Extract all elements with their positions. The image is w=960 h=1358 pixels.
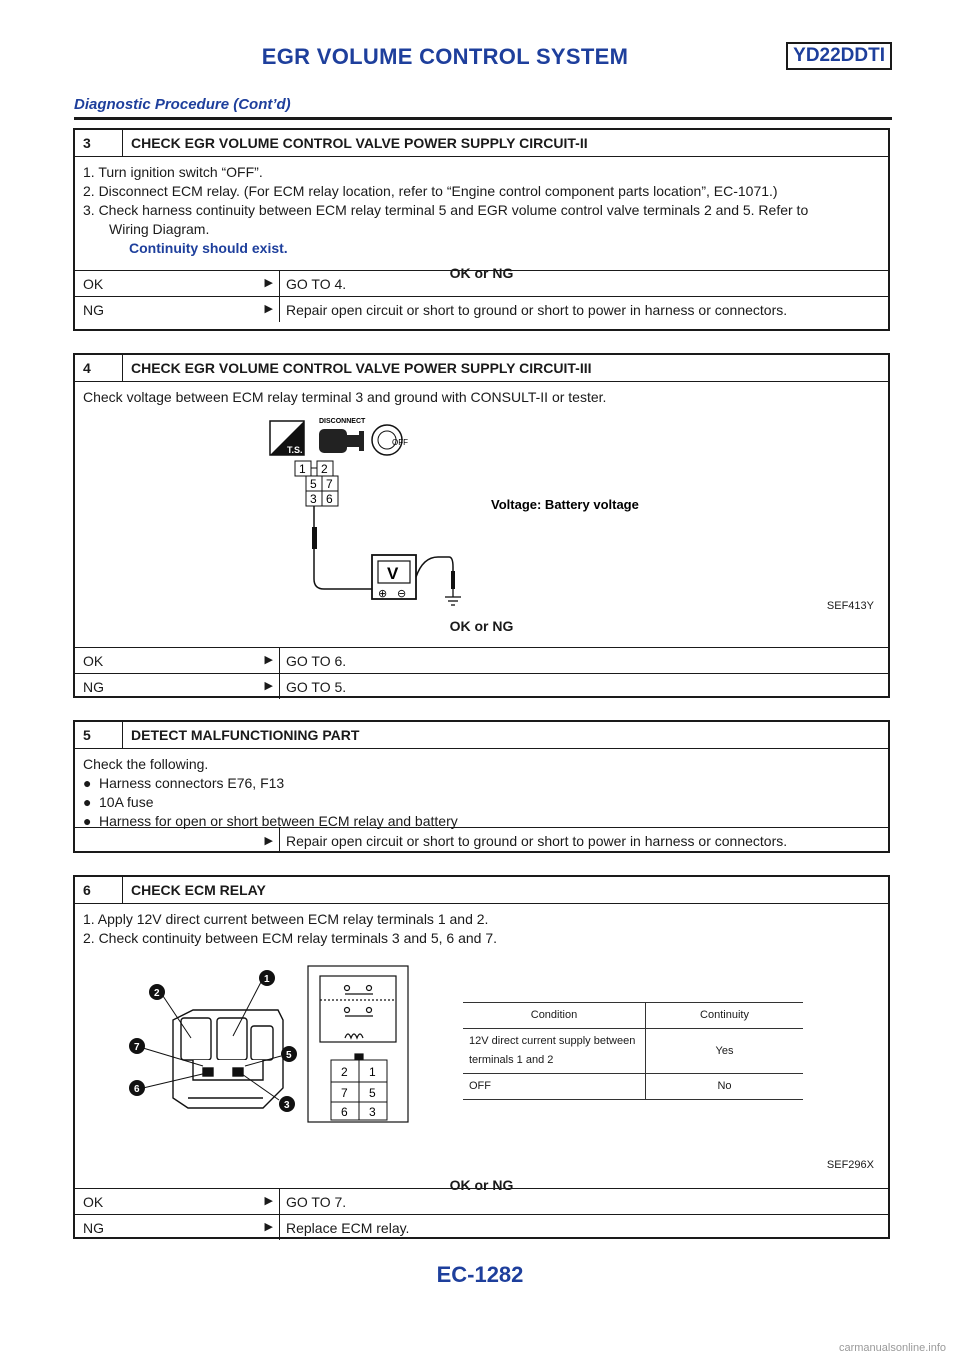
- section-title: EGR VOLUME CONTROL SYSTEM: [261, 44, 629, 69]
- bullet-icon: ●: [83, 775, 92, 791]
- result-action: GO TO 5.: [279, 674, 346, 699]
- probe-wire: [314, 549, 373, 589]
- step-3-box: [73, 128, 890, 331]
- figure-code: SEF413Y: [826, 600, 874, 612]
- ignition-off-icon: [372, 425, 408, 455]
- step-5-box: [73, 720, 890, 853]
- table-cell: No: [646, 1074, 804, 1100]
- step-title: DETECT MALFUNCTIONING PART: [131, 727, 360, 743]
- table-header-row: [463, 1003, 803, 1029]
- svg-text:1: 1: [299, 462, 306, 476]
- instruction-line: Check the following.: [83, 756, 209, 772]
- instruction-line: Check voltage between ECM relay terminal 3 and ground with CONSULT-II or tester.: [83, 389, 607, 405]
- relay-terminal-grid: [295, 461, 338, 506]
- svg-text:OFF: OFF: [392, 438, 408, 447]
- continuity-table: [463, 1002, 803, 1100]
- instruction-line: 1. Turn ignition switch “OFF”.: [83, 164, 263, 180]
- svg-text:5: 5: [310, 477, 317, 491]
- section-subtitle: Diagnostic Procedure (Cont’d): [74, 96, 291, 113]
- ok-or-ng-label: OK or NG: [449, 618, 514, 634]
- voltage-spec: Voltage: Battery voltage: [491, 497, 639, 512]
- result-label: NG: [83, 301, 104, 318]
- svg-text:7: 7: [326, 477, 333, 491]
- arrow-right-icon: ▶: [264, 302, 273, 315]
- result-row-ng: [75, 296, 888, 322]
- list-item: ● 10A fuse: [83, 794, 154, 810]
- result-row-ng: [75, 673, 888, 699]
- table-row: [463, 1074, 803, 1100]
- voltage-diagram: [83, 407, 883, 611]
- svg-text:3: 3: [284, 1100, 290, 1111]
- figure-code: SEF296X: [826, 1159, 874, 1171]
- svg-text:1: 1: [264, 974, 270, 985]
- arrow-right-icon: ▶: [264, 835, 273, 847]
- step-4-body: [75, 382, 888, 647]
- list-item: ● Harness for open or short between ECM relay and battery: [83, 813, 458, 829]
- result-action: Repair open circuit or short to ground or short to power in harness or connectors.: [279, 828, 787, 853]
- ecm-relay-drawing: [173, 1010, 283, 1108]
- step-6-body: [75, 904, 888, 1193]
- table-cell: Yes: [646, 1029, 804, 1074]
- result-action: Repair open circuit or short to ground or short to power in harness or connectors.: [279, 297, 787, 322]
- svg-text:3: 3: [310, 492, 317, 506]
- svg-text:6: 6: [341, 1105, 348, 1119]
- step-number: 5: [75, 722, 123, 748]
- spec-text: Continuity should exist.: [129, 240, 288, 256]
- result-action: GO TO 7.: [279, 1189, 346, 1214]
- voltmeter-icon: [372, 555, 416, 600]
- step-title: CHECK ECM RELAY: [131, 882, 266, 898]
- svg-text:6: 6: [134, 1084, 140, 1095]
- table-row: [463, 1029, 803, 1074]
- instruction-line: 1. Apply 12V direct current between ECM relay terminals 1 and 2.: [83, 911, 489, 927]
- svg-text:DISCONNECT: DISCONNECT: [319, 418, 366, 425]
- step-title: CHECK EGR VOLUME CONTROL VALVE POWER SUPPLY CIRCUIT-III: [131, 360, 592, 376]
- result-label: NG: [83, 1219, 104, 1236]
- arrow-right-icon: ▶: [264, 653, 273, 666]
- svg-text:1: 1: [369, 1065, 376, 1079]
- header-divider: [74, 117, 892, 120]
- bullet-icon: ●: [83, 794, 92, 810]
- svg-text:2: 2: [321, 462, 328, 476]
- step-3-header: [75, 130, 888, 157]
- step-number: 3: [75, 130, 123, 156]
- page-header: [74, 40, 892, 120]
- svg-text:2: 2: [341, 1065, 348, 1079]
- voltage-check-figure: [83, 407, 880, 611]
- svg-text:5: 5: [286, 1050, 292, 1061]
- ground-wire: [416, 557, 453, 577]
- svg-text:5: 5: [369, 1086, 376, 1100]
- arrow-right-icon: ▶: [264, 679, 273, 692]
- result-row-ng: [75, 1214, 888, 1240]
- page-number: EC-1282: [436, 1262, 524, 1287]
- result-label: NG: [83, 678, 104, 695]
- connector-icon: [319, 418, 366, 453]
- result-label: OK: [83, 1193, 104, 1210]
- table-header: Condition: [463, 1003, 646, 1029]
- watermark: carmanualsonline.info: [838, 1342, 946, 1354]
- svg-text:⊕: ⊕: [378, 587, 388, 600]
- step-5-body: [75, 749, 888, 827]
- svg-text:T.S.: T.S.: [287, 445, 303, 455]
- table-cell: 12V direct current supply between terminals 1 and 2: [463, 1029, 646, 1074]
- step-4-header: [75, 355, 888, 382]
- step-number: 6: [75, 877, 123, 903]
- step-6-header: [75, 877, 888, 904]
- result-action: GO TO 4.: [279, 271, 346, 296]
- arrow-right-icon: ▶: [264, 1220, 273, 1233]
- relay-check-figure: [83, 948, 880, 1172]
- probe-tip: [312, 527, 317, 549]
- instruction-line: 2. Check continuity between ECM relay terminals 3 and 5, 6 and 7.: [83, 930, 497, 946]
- svg-text:2: 2: [154, 988, 160, 999]
- schematic-terminals: [331, 1060, 387, 1120]
- svg-text:3: 3: [369, 1105, 376, 1119]
- table-cell: OFF: [463, 1074, 646, 1100]
- result-action: GO TO 6.: [279, 648, 346, 673]
- ground-symbol-icon: [445, 589, 461, 605]
- step-6-box: [73, 875, 890, 1239]
- instruction-line: 3. Check harness continuity between ECM relay terminal 5 and EGR volume control valve terminals 2 and 5. Refer to: [83, 202, 809, 218]
- svg-text:7: 7: [134, 1042, 140, 1053]
- ok-or-ng-label: OK or NG: [449, 265, 514, 281]
- result-label: OK: [83, 652, 104, 669]
- engine-code-badge: YD22DDTI: [786, 42, 892, 70]
- result-row-ok: [75, 647, 888, 673]
- instruction-line: 2. Disconnect ECM relay. (For ECM relay location, refer to “Engine control component parts location”, EC-1071.): [83, 183, 778, 199]
- ts-icon: [270, 421, 304, 455]
- bullet-icon: ●: [83, 813, 92, 829]
- svg-text:V: V: [387, 564, 399, 583]
- step-5-header: [75, 722, 888, 749]
- svg-text:6: 6: [326, 492, 333, 506]
- step-number: 4: [75, 355, 123, 381]
- step-3-body: [75, 157, 888, 281]
- table-header: Continuity: [646, 1003, 804, 1029]
- result-action: Replace ECM relay.: [279, 1215, 409, 1240]
- arrow-right-icon: ▶: [264, 276, 273, 289]
- ground-probe: [451, 571, 455, 589]
- ok-or-ng-label: OK or NG: [449, 1177, 514, 1193]
- step-title: CHECK EGR VOLUME CONTROL VALVE POWER SUPPLY CIRCUIT-II: [131, 135, 588, 151]
- result-label: OK: [83, 275, 104, 292]
- svg-text:7: 7: [341, 1086, 348, 1100]
- svg-text:⊖: ⊖: [397, 587, 407, 600]
- list-item: ● Harness connectors E76, F13: [83, 775, 285, 791]
- step-4-box: [73, 353, 890, 698]
- arrow-right-icon: ▶: [264, 1194, 273, 1207]
- instruction-line: Wiring Diagram.: [109, 221, 210, 237]
